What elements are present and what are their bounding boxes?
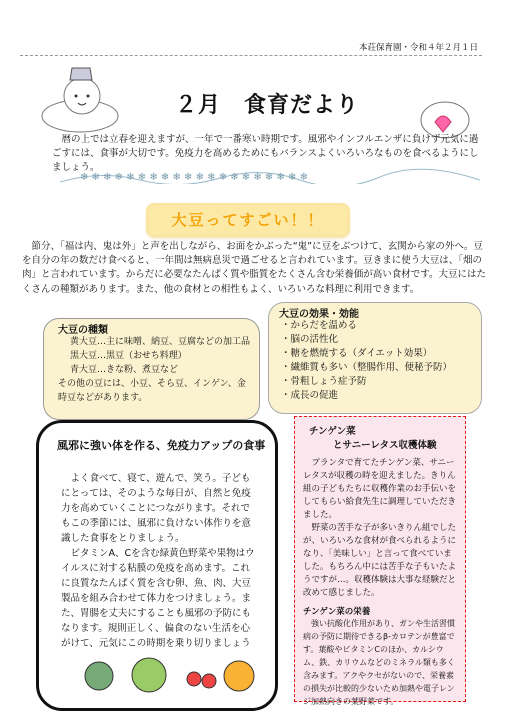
immune-text: よく食べて、寝て、遊んで、笑う。子どもにとっては、そのような毎日が、自然と免疫力を高めていくことにつながります。それでもこの季節には、風邪に負けない体作りを意識した食事をとりましょう。 ビタミンA、Cを含む緑黄色野菜や果物はウイルスに対する粘膜の免疫を高めます。これに良質なたんぱく質を含む卵、魚、肉、大豆製品を組み合わせて体力をつけましょう。また、胃腸を丈夫にすることも風邪の予防にもなります。規則正しく、偏食のない生活を心がけて、元気にこの時期を乗り切りましょう bbox=[61, 473, 255, 649]
effects-title: 大豆の効果・効能 bbox=[279, 309, 359, 320]
svg-text:❄ ❄ ❄ ❄ ❄ ❄ ❄ ❄ ❄ ❄ ❄ ❄ ❄ ❄ ❄: ❄ ❄ ❄ ❄ ❄ ❄ ❄ ❄ ❄ ❄ ❄ ❄ ❄ ❄ ❄ ❄ ❄ ❄ ❄ ❄ bbox=[80, 172, 308, 183]
harvest-title-2: とサニーレタス収穫体験 bbox=[333, 440, 437, 451]
page-title: ２月 食育だより bbox=[175, 93, 360, 118]
effect-item: ・からだを温める bbox=[281, 320, 358, 331]
effect-item: ・骨粗しょう症予防 bbox=[281, 376, 367, 387]
harvest-title-1: チンゲン菜 bbox=[309, 426, 356, 437]
snowflake-divider bbox=[60, 168, 480, 184]
harvest-text: プランタで育てたチンゲン菜、サニーレタスが収穫の時を迎えました。きりん組の子どもたちに収穫作業のお手伝いをしてもらい給食先生に調理していただきました。 野菜の苦手な子が多いきりん組でしたが、いろいろな食材が食べられるようになり、「美味しい」と言って食べていました。もちろん中には苦手な子もいたようですが…。収穫体験は大事な経験だと改めて感じました。 bbox=[303, 458, 457, 598]
types-line: 青大豆…きな粉、煮豆など bbox=[70, 365, 179, 375]
harvest-sub-text: 強い抗酸化作用があり、ガンや生活習慣病の予防に期待できるβ-カロテンが豊富です。葉酸やビタミンCのほか、カルシウム、鉄、カリウムなどのミネラル類も多く含みます。アクやクセがないので、栄養素の損失が比較的少ないため加熱や電子レンジ加熱向きの葉野菜です。 bbox=[303, 619, 455, 706]
intro-text: 暦の上では立春を迎えますが、一年で一番寒い時期です。風邪やインフルエンザに負けず元気に過ごすには、食事が大切です。免疫力を高めるためにもバランスよくいろいろなものを食べるようにしましょう。 bbox=[52, 134, 479, 173]
vegetables-illustration bbox=[79, 651, 259, 696]
soybean-text: 節分、「福は内、鬼は外」と声を出しながら、お面をかぶった“鬼”に豆をぶつけて、玄関から家の外へ。豆を自分の年の数だけ食べると、一年間は無病息災で過ごせると言われています。豆きまに使う大豆は、「畑の肉」と言われています。からだに必要なたんぱく質や脂質をたくさん含む栄養価が高い食材です。大豆にはたくさんの種類があります。また、他の食材との相性もよく、いろいろな料理に利用できます。 bbox=[22, 241, 486, 295]
effect-item: ・脳の活性化 bbox=[281, 334, 339, 345]
immune-title: 風邪に強い体を作る、免疫力アップの食事 bbox=[57, 439, 266, 452]
soybean-effects-box bbox=[268, 302, 482, 414]
types-line: 黒大豆…黒豆（おせち料理） bbox=[70, 351, 187, 361]
types-line: その他の豆には、小豆、そら豆、インゲン、金時豆などがあります。 bbox=[58, 379, 246, 403]
header-divider bbox=[20, 55, 482, 56]
types-title: 大豆の種類 bbox=[58, 325, 108, 336]
effect-item: ・糖を燃焼する（ダイエット効果） bbox=[281, 348, 433, 359]
immune-box bbox=[36, 420, 278, 711]
effect-item: ・繊維質も多い（整腸作用、便秘予防） bbox=[281, 362, 453, 373]
harvest-sub-title: チンゲン菜の栄養 bbox=[303, 607, 371, 617]
soybean-types-box bbox=[43, 318, 260, 420]
effect-item: ・成長の促進 bbox=[281, 390, 339, 401]
harvest-box bbox=[294, 416, 466, 706]
issue-date: 本荘保育園・令和４年２月１日 bbox=[358, 43, 478, 53]
snowman-illustration bbox=[20, 58, 120, 133]
types-line: 黄大豆…主に味噌、納豆、豆腐などの加工品 bbox=[70, 337, 251, 347]
soybean-banner: 大豆ってすごい！！ bbox=[148, 205, 348, 235]
